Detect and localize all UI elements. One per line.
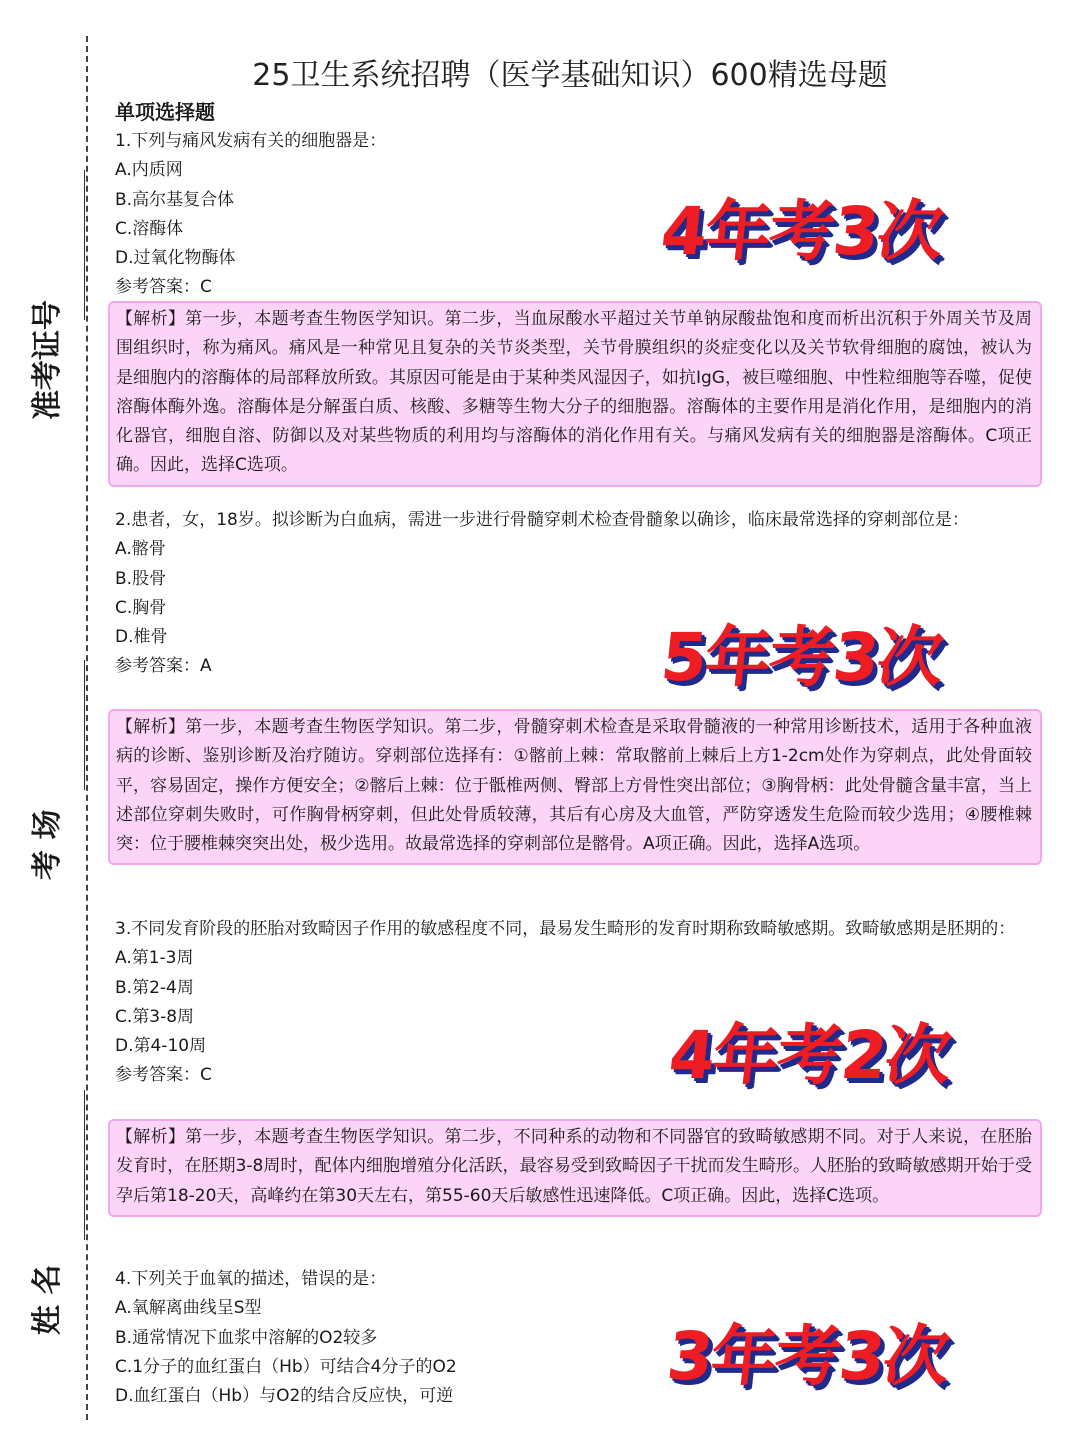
answer-line: 参考答案：C xyxy=(115,1065,212,1086)
binding-dashed-line xyxy=(86,36,88,1420)
option-b: B.通常情况下血浆中溶解的O2较多 xyxy=(115,1327,378,1348)
exam-id-field xyxy=(28,160,68,480)
analysis-box: 【解析】第一步，本题考查生物医学知识。第二步，骨髓穿刺术检查是采取骨髓液的一种常用诊断技术，适用于各种血液病的诊断、鉴别诊断及治疗随访。穿刺部位选择有：①髂前上棘：常取髂前上棘后上方1-2cm处作为穿刺点，此处骨面较平，容易固定，操作方便安全；②髂后上棘：位于骶椎两侧、臀部上方骨性突出部位；③胸骨柄：此处骨髓含量丰富，当上述部位穿刺失败时，可作胸骨柄穿刺，但此处骨质较薄，其后有心房及大血管，严防穿透发生危险而较少选用；④腰椎棘突：位于腰椎棘突突出处，极少选用。故最常选择的穿刺部位是髂骨。A项正确。因此，选择A选项。 xyxy=(108,709,1042,865)
exam-id-rule xyxy=(84,170,85,320)
option-a: A.内质网 xyxy=(115,160,183,181)
question-stem: 4.下列关于血氧的描述，错误的是： xyxy=(115,1269,387,1289)
frequency-stamp: 4年考2次 xyxy=(665,1017,954,1094)
answer-line: 参考答案：A xyxy=(115,656,212,677)
option-d: D.椎骨 xyxy=(115,627,168,648)
exam-room-rule xyxy=(84,660,85,790)
option-c: C.溶酶体 xyxy=(115,218,184,239)
frequency-stamp: 5年考3次 xyxy=(657,619,946,696)
answer-line: 参考答案：C xyxy=(115,277,212,298)
exam-room-field xyxy=(28,660,68,920)
name-rule xyxy=(84,1090,85,1240)
option-a: A.氧解离曲线呈S型 xyxy=(115,1298,262,1319)
option-d: D.第4-10周 xyxy=(115,1036,207,1057)
frequency-stamp: 4年考3次 xyxy=(657,193,946,270)
option-b: B.股骨 xyxy=(115,568,167,589)
option-d: D.血红蛋白（Hb）与O2的结合反应快，可逆 xyxy=(115,1386,454,1407)
frequency-stamp: 3年考3次 xyxy=(663,1318,952,1395)
option-b: B.第2-4周 xyxy=(115,977,194,998)
name-field xyxy=(28,1090,68,1390)
question-stem: 3.不同发育阶段的胚胎对致畸因子作用的敏感程度不同，最易发生畸形的发育时期称致畸敏感期。致畸敏感期是胚期的： xyxy=(115,919,1016,939)
option-a: A.髂骨 xyxy=(115,539,166,560)
option-d: D.过氧化物酶体 xyxy=(115,248,236,269)
option-b: B.高尔基复合体 xyxy=(115,189,235,210)
exam-room-label: 考 场 xyxy=(30,809,65,880)
analysis-box: 【解析】第一步，本题考查生物医学知识。第二步，当血尿酸水平超过关节单钠尿酸盐饱和度而析出沉积于外周关节及周围组织时，称为痛风。痛风是一种常见且复杂的关节炎类型，关节骨膜组织的炎症变化以及关节软骨细胞的腐蚀，被认为是细胞内的溶酶体的局部释放所致。其原因可能是由于某种类风湿因子，如抗IgG，被巨噬细胞、中性粒细胞等吞噬，促使溶酶体酶外逸。溶酶体是分解蛋白质、核酸、多糖等生物大分子的细胞器。溶酶体的主要作用是消化作用，是细胞内的消化器官，细胞自溶、防御以及对某些物质的利用均与溶酶体的消化作用有关。与痛风发病有关的细胞器是溶酶体。C项正确。因此，选择C选项。 xyxy=(108,301,1042,487)
option-c: C.胸骨 xyxy=(115,597,167,618)
name-label: 姓 名 xyxy=(30,1264,65,1335)
option-a: A.第1-3周 xyxy=(115,948,194,969)
question-stem: 1.下列与痛风发病有关的细胞器是： xyxy=(115,131,387,151)
option-c: C.第3-8周 xyxy=(115,1006,195,1027)
section-heading: 单项选择题 xyxy=(115,100,215,124)
option-c: C.1分子的血红蛋白（Hb）可结合4分子的O2 xyxy=(115,1356,457,1377)
page-title: 25卫生系统招聘（医学基础知识）600精选母题 xyxy=(252,58,888,93)
exam-id-label: 准考证号 xyxy=(30,300,65,420)
analysis-box: 【解析】第一步，本题考查生物医学知识。第二步，不同种系的动物和不同器官的致畸敏感期不同。对于人来说，在胚胎发育时，在胚期3-8周时，配体内细胞增殖分化活跃，最容易受到致畸因子干扰而发生畸形。人胚胎的致畸敏感期开始于受孕后第18-20天，高峰约在第30天左右，第55-60天后敏感性迅速降低。C项正确。因此，选择C选项。 xyxy=(108,1119,1042,1217)
question-stem: 2.患者，女，18岁。拟诊断为白血病，需进一步进行骨髓穿刺术检查骨髓象以确诊，临床最常选择的穿刺部位是： xyxy=(115,510,969,530)
